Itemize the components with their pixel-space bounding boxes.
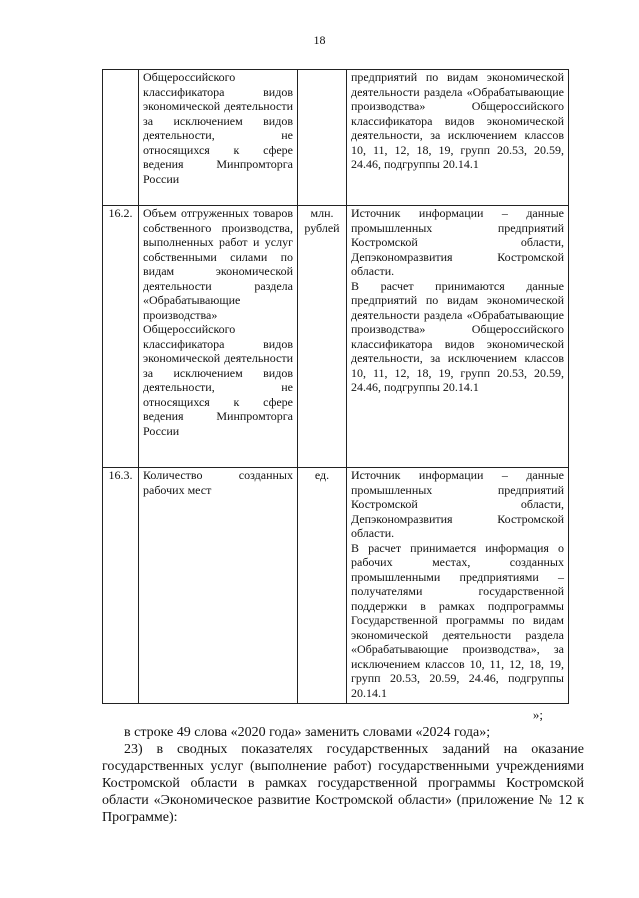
table-row bbox=[103, 468, 569, 704]
source-paragraph: В расчет принимаются данные предприятий по видам экономической деятельности раздела «Обрабатывающие производства» Общероссийского классификатора видов экономической деятельности, за исключением классов 10, 11, 12, 18, 19, групп 20.53, 20.59, 24.46, подгруппы 20.14.1 bbox=[351, 278, 564, 394]
unit-cell bbox=[298, 70, 347, 206]
indicator-name-cell: Общероссийского классификатора видов экономической деятельности за исключением видов деятельности, не относящихся к сфере ведения Минпромторга России bbox=[139, 70, 298, 206]
table-row bbox=[103, 70, 569, 206]
source-cell bbox=[347, 468, 569, 704]
source-paragraph: Источник информации – данные промышленных предприятий Костромской области, Депэкономразвития Костромской области. bbox=[351, 468, 564, 540]
source-paragraph: В расчет принимается информация о рабочих местах, созданных промышленными предприятиями – получателями государственной поддержки в рамках подпрограммы Государственной программы по видам экономической деятельности раздела «Обрабатывающие производства», за исключением классов 10, 11, 12, 18, 19, групп 20.53, 20.59, 24.46, подгруппы 20.14.1 bbox=[351, 540, 564, 700]
paragraph: в строке 49 слова «2020 года» заменить словами «2024 года»; bbox=[124, 725, 491, 740]
source-paragraph: предприятий по видам экономической деятельности раздела «Обрабатывающие производства» Общероссийского классификатора видов экономической деятельности, за исключением классов 10, 11, 12, 18, 19, групп 20.53, 20.59, 24.46, подгруппы 20.14.1 bbox=[351, 70, 564, 171]
closing-quote: »; bbox=[532, 707, 543, 722]
row-number-cell: 16.3. bbox=[103, 468, 139, 704]
indicator-name-cell: Объем отгруженных товаров собственного производства, выполненных работ и услуг собственными силами по видам экономической деятельности раздела «Обрабатывающие производства» Общероссийского классификатора видов экономической деятельности за исключением видов деятельности, не относящихся к сфере ведения Минпромторга России bbox=[139, 206, 298, 468]
source-cell bbox=[347, 206, 569, 468]
unit-cell: млн. рублей bbox=[298, 206, 347, 468]
indicator-table bbox=[102, 69, 569, 704]
row-number-cell: 16.2. bbox=[103, 206, 139, 468]
page-number: 18 bbox=[313, 33, 326, 47]
table-row bbox=[103, 206, 569, 468]
paragraph: 23) в сводных показателях государственных заданий на оказание государственных услуг (выполнение работ) государственными учреждениями Костромской области в рамках государственной программы Костромской области «Экономическое развитие Костромской области» (приложение № 12 к Программе): bbox=[102, 742, 584, 825]
indicator-name-cell: Количество созданных рабочих мест bbox=[139, 468, 298, 704]
source-cell bbox=[347, 70, 569, 206]
source-paragraph: Источник информации – данные промышленных предприятий Костромской области, Депэкономразвития Костромской области. bbox=[351, 206, 564, 278]
row-number-cell bbox=[103, 70, 139, 206]
body-text bbox=[102, 724, 584, 826]
unit-cell: ед. bbox=[298, 468, 347, 704]
